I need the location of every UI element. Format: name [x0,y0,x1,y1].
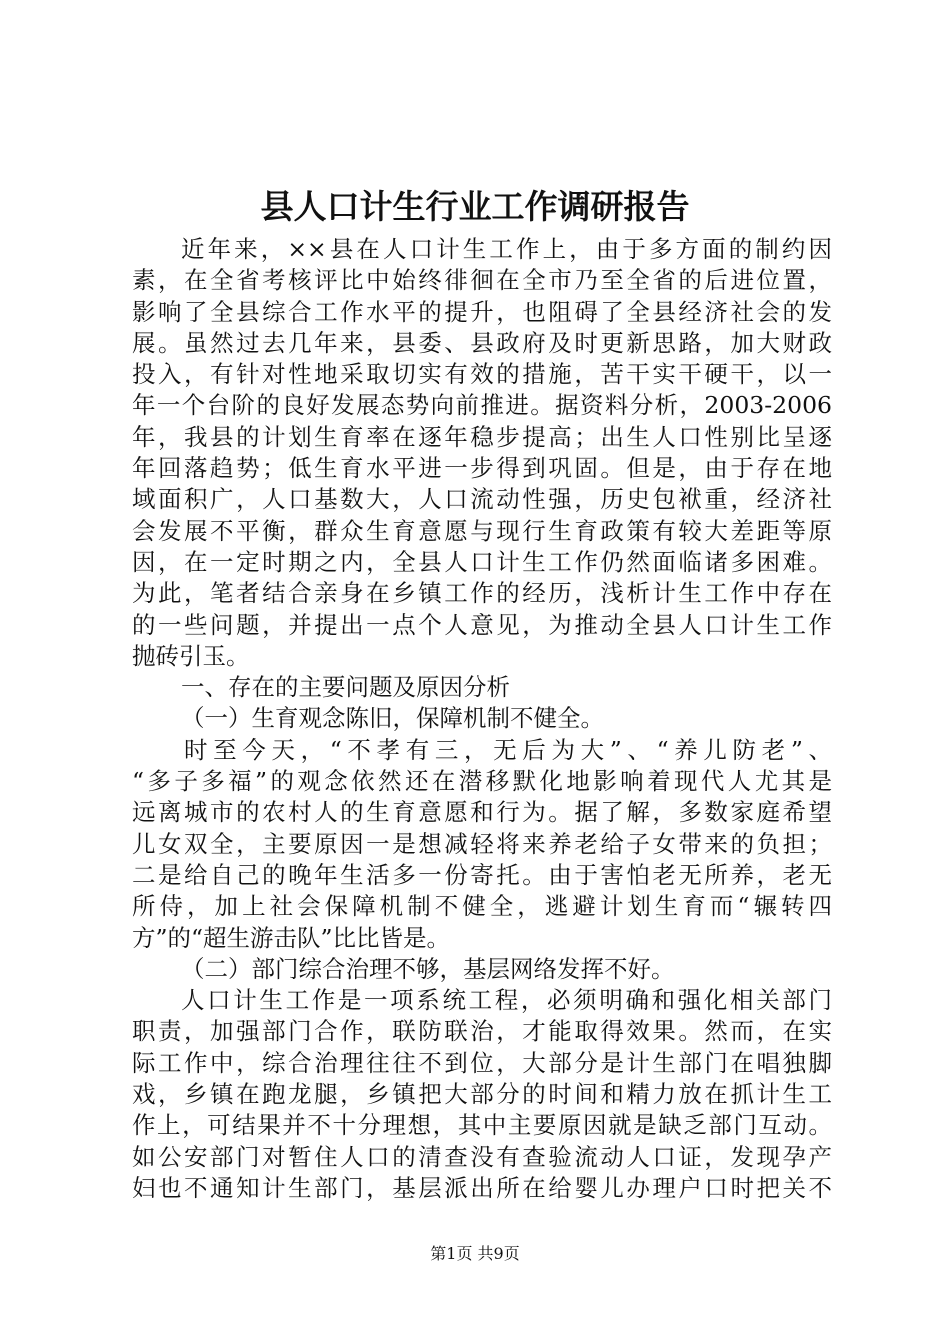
subsection-heading: （一）生育观念陈旧，保障机制不健全。 [181,704,604,733]
text-line: 为此，笔者结合亲身在乡镇工作的经历，浅析计生工作中存在 [132,579,832,608]
text-line: 近年来，××县在人口计生工作上，由于多方面的制约因 [181,235,832,263]
text-line: 抛砖引玉。 [132,641,250,670]
text-line: 职责，加强部门合作，联防联治，才能取得效果。然而，在实 [132,1017,832,1046]
text-line: 因，在一定时期之内，全县人口计生工作仍然面临诸多困难。 [132,547,832,576]
text-line: 人口计生工作是一项系统工程，必须明确和强化相关部门 [181,986,832,1015]
text-line: 远离城市的农村人的生育意愿和行为。据了解，多数家庭希望 [132,798,832,827]
text-line: 域面积广，人口基数大，人口流动性强，历史包袱重，经济社 [132,485,832,514]
text-line: 际工作中，综合治理往往不到位，大部分是计生部门在唱独脚 [132,1048,832,1077]
text-line: 年一个台阶的良好发展态势向前推进。据资料分析，2003-2006 [132,391,832,420]
text-line: 投入，有针对性地采取切实有效的措施，苦干实干硬干，以一 [132,360,832,389]
text-line: 儿女双全，主要原因一是想减轻将来养老给子女带来的负担； [132,829,832,858]
page-footer: 第1页 共9页 [430,1244,520,1263]
section-heading: 一、存在的主要问题及原因分析 [181,673,510,702]
text-line: 的一些问题，并提出一点个人意见，为推动全县人口计生工作 [132,610,832,639]
text-line: 素，在全省考核评比中始终徘徊在全市乃至全省的后进位置， [132,266,832,295]
text-line: 作上，可结果并不十分理想，其中主要原因就是缺乏部门互动。 [132,1111,832,1140]
text-line: 所侍，加上社会保障机制不健全，逃避计划生育而“辗转四 [132,892,832,921]
subsection-heading: （二）部门综合治理不够，基层网络发挥不好。 [181,954,675,983]
text-line: 如公安部门对暂住人口的清查没有查验流动人口证，发现孕产 [132,1142,832,1171]
text-line: “多子多福”的观念依然还在潜移默化地影响着现代人尤其是 [132,767,832,796]
text-line: 展。虽然过去几年来，县委、县政府及时更新思路，加大财政 [132,328,832,357]
text-line: 戏，乡镇在跑龙腿，乡镇把大部分的时间和精力放在抓计生工 [132,1080,832,1109]
document-title: 县人口计生行业工作调研报告 [260,187,690,226]
text-line: 妇也不通知计生部门，基层派出所在给婴儿办理户口时把关不 [132,1173,832,1202]
text-line: 影响了全县综合工作水平的提升，也阻碍了全县经济社会的发 [132,297,832,326]
text-line: 时至今天，“不孝有三，无后为大”、“养儿防老”、 [184,735,832,764]
text-line: 年，我县的计划生育率在逐年稳步提高；出生人口性别比呈逐 [132,422,832,451]
text-line: 年回落趋势；低生育水平进一步得到巩固。但是，由于存在地 [132,454,832,483]
document-body [132,234,832,1204]
text-line: 会发展不平衡，群众生育意愿与现行生育政策有较大差距等原 [132,516,832,545]
text-line: 方”的“超生游击队”比比皆是。 [132,923,451,952]
text-line: 二是给自己的晚年生活多一份寄托。由于害怕老无所养，老无 [132,860,832,889]
